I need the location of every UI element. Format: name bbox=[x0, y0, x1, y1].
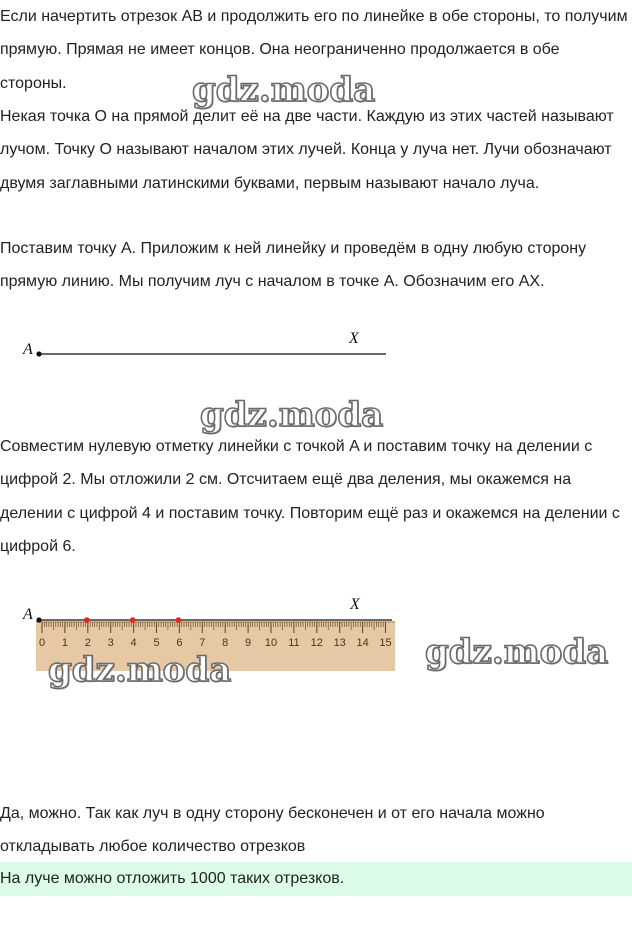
marked-point bbox=[84, 617, 90, 623]
ruler-number: 14 bbox=[356, 637, 369, 649]
ruler-number: 3 bbox=[107, 637, 114, 649]
marked-point bbox=[176, 617, 182, 623]
ruler-number: 8 bbox=[222, 637, 229, 649]
paragraph-ray-definition: Некая точка O на прямой делит её на две части. Каждую из этих частей называют лучом. Точку O называют началом этих лучей. Конца у луча нет. Лучи обозначают двумя заглавными латинскими буквами, первым называют начало луча. bbox=[0, 108, 614, 192]
paragraph-ray-construction: Поставим точку A. Приложим к ней линейку и проведём в одну любую сторону прямую линию. Мы получим луч с началом в точке A. Обозначим его AX. bbox=[0, 240, 587, 291]
point-a bbox=[36, 351, 41, 356]
ruler-figure bbox=[0, 594, 400, 674]
ruler-number: 1 bbox=[61, 637, 68, 649]
ruler-number: 11 bbox=[288, 637, 300, 649]
watermark: gdz.moda bbox=[425, 632, 609, 672]
label-a: A bbox=[23, 606, 33, 623]
ruler-number: 13 bbox=[333, 637, 346, 649]
ruler-number: 7 bbox=[199, 637, 206, 649]
point-a bbox=[36, 617, 41, 622]
ruler-number: 0 bbox=[38, 637, 46, 649]
paragraph-ruler-procedure: Совместим нулевую отметку линейки с точкой A и поставим точку на делении с цифрой 2. Мы отложили 2 см. Отсчитаем ещё два деления, мы окажемся на делении с цифрой 4 и поставим точку. Повторим ещё раз и окажемся на делении с цифрой 6. bbox=[0, 438, 620, 556]
label-x: X bbox=[349, 330, 359, 347]
label-x: X bbox=[350, 596, 360, 613]
watermark: gdz.moda bbox=[200, 395, 384, 435]
ruler-number: 4 bbox=[130, 637, 137, 649]
ruler-number: 10 bbox=[264, 637, 278, 649]
ruler-number: 15 bbox=[379, 637, 392, 649]
ruler-number: 2 bbox=[84, 637, 91, 649]
paragraph-line-definition: Если начертить отрезок AB и продолжить его по линейке в обе стороны, то получим прямую. Прямая не имеет концов. Она неограниченно продолжается в обе стороны. bbox=[0, 8, 628, 92]
answer-explanation: Да, можно. Так как луч в одну сторону бесконечен и от его начала можно откладывать любое количество отрезков bbox=[0, 805, 545, 856]
label-a: A bbox=[23, 341, 33, 358]
answer-highlight-text: На луче можно отложить 1000 таких отрезков. bbox=[0, 870, 345, 887]
watermark: gdz.moda bbox=[192, 70, 376, 110]
ruler-number: 5 bbox=[153, 637, 160, 649]
ruler-number: 6 bbox=[176, 637, 183, 649]
ray-ax-figure bbox=[0, 320, 420, 370]
watermark: gdz.moda bbox=[48, 650, 232, 690]
ruler-number: 9 bbox=[245, 637, 252, 649]
ruler-number: 12 bbox=[310, 637, 323, 649]
marked-point bbox=[130, 617, 136, 623]
